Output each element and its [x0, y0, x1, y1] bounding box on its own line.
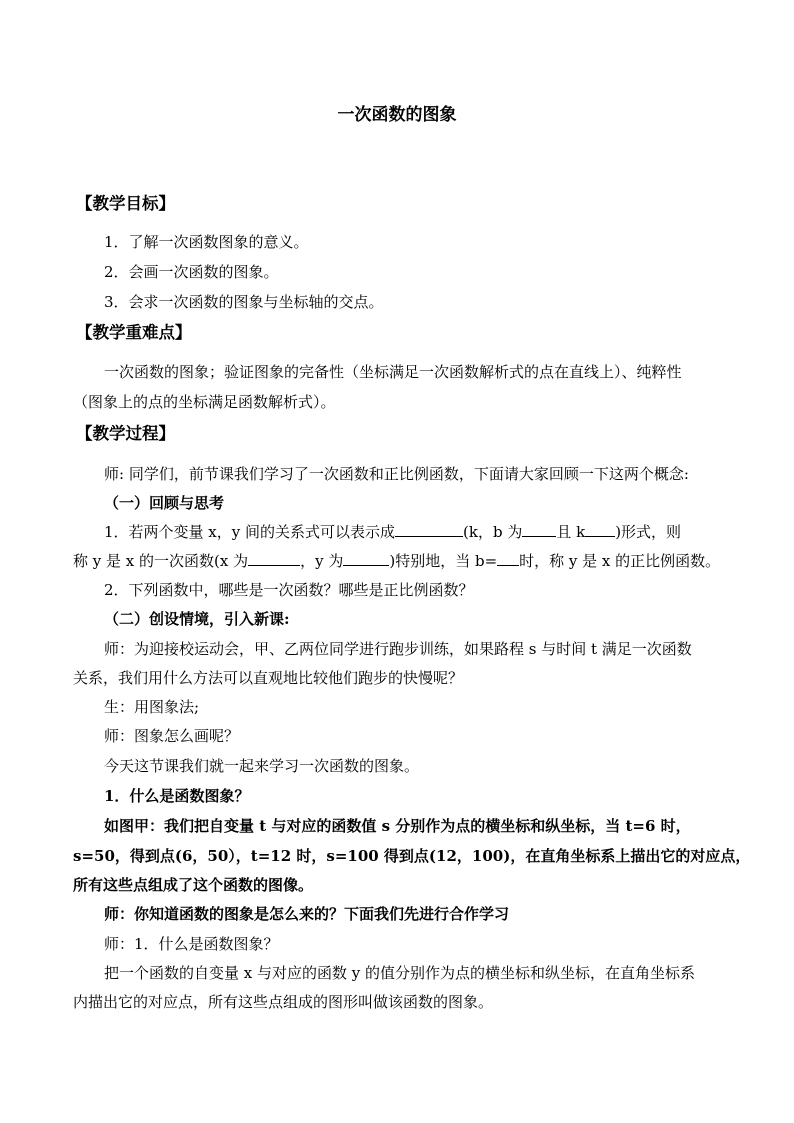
goal-item: 1．了解一次函数图象的意义。 — [104, 233, 309, 251]
paragraph: 关系，我们用什么方法可以直观地比较他们跑步的快慢呢？ — [73, 669, 464, 687]
goal-item: 2．会画一次函数的图象。 — [104, 263, 279, 281]
section-heading-goals: 【教学目标】 — [76, 194, 175, 213]
paragraph: 师: 同学们，前节课我们学习了一次函数和正比例函数，下面请大家回顾一下这两个概念: — [104, 465, 689, 483]
paragraph: 师：为迎接校运动会，甲、乙两位同学进行跑步训练，如果路程 s 与时间 t 满足一次函数 — [104, 640, 692, 658]
paragraph: 如图甲：我们把自变量 t 与对应的函数值 s 分别作为点的横坐标和纵坐标，当 t=6 时， — [104, 817, 691, 835]
text: 且 k — [556, 523, 586, 541]
paragraph: s=50，得到点(6，50），t=12 时，s=100 得到点(12，100)，在直角坐标系上描出它的对应点， — [73, 847, 751, 865]
text: ，y 为 — [300, 552, 344, 570]
subsection-heading: （一）回顾与思考 — [104, 494, 225, 512]
page-title: 一次函数的图象 — [337, 105, 457, 125]
paragraph: 一次函数的图象；验证图象的完备性（坐标满足一次函数解析式的点在直线上）、纯粹性 — [104, 363, 682, 381]
paragraph: 把一个函数的自变量 x 与对应的函数 y 的值分别作为点的横坐标和纵坐标，在直角坐标系 — [104, 964, 696, 982]
paragraph: 师：你知道函数的图象是怎么来的？下面我们先进行合作学习 — [104, 905, 510, 923]
goal-item: 3．会求一次函数的图象与坐标轴的交点。 — [104, 293, 384, 311]
fill-blank — [522, 521, 556, 537]
text: (k，b 为 — [463, 523, 523, 541]
text: )形式，则 — [615, 523, 682, 541]
subsection-heading: （二）创设情境，引入新课: — [104, 610, 290, 628]
paragraph: 今天这节课我们就一起来学习一次函数的图象。 — [104, 757, 420, 775]
text: 时，称 y 是 x 的正比例函数。 — [519, 552, 721, 570]
fill-blank — [497, 550, 519, 566]
paragraph: 内描出它的对应点，所有这些点组成的图形叫做该函数的图象。 — [73, 993, 494, 1011]
section-heading-process: 【教学过程】 — [76, 424, 175, 443]
fill-blank — [395, 521, 463, 537]
fill-blank — [585, 521, 615, 537]
subsection-heading: 1．什么是函数图象？ — [104, 787, 250, 805]
fill-blank — [343, 550, 389, 566]
paragraph: 2．下列函数中，哪些是一次函数？哪些是正比例函数？ — [104, 581, 474, 599]
text: 1．若两个变量 x，y 间的关系式可以表示成 — [104, 523, 396, 541]
paragraph: 师：1．什么是函数图象？ — [104, 935, 279, 953]
question-line — [73, 550, 727, 572]
fill-blank — [248, 550, 300, 566]
text: 称 y 是 x 的一次函数(x 为 — [73, 552, 249, 570]
paragraph: 所有这些点组成了这个函数的图像。 — [73, 876, 314, 894]
paragraph: 生：用图象法; — [104, 698, 200, 716]
section-heading-key-points: 【教学重难点】 — [76, 323, 192, 342]
paragraph: （图象上的点的坐标满足函数解析式）。 — [73, 393, 336, 411]
question-line — [104, 521, 758, 543]
text: )特别地，当 b= — [389, 552, 498, 570]
paragraph: 师：图象怎么画呢？ — [104, 727, 240, 745]
